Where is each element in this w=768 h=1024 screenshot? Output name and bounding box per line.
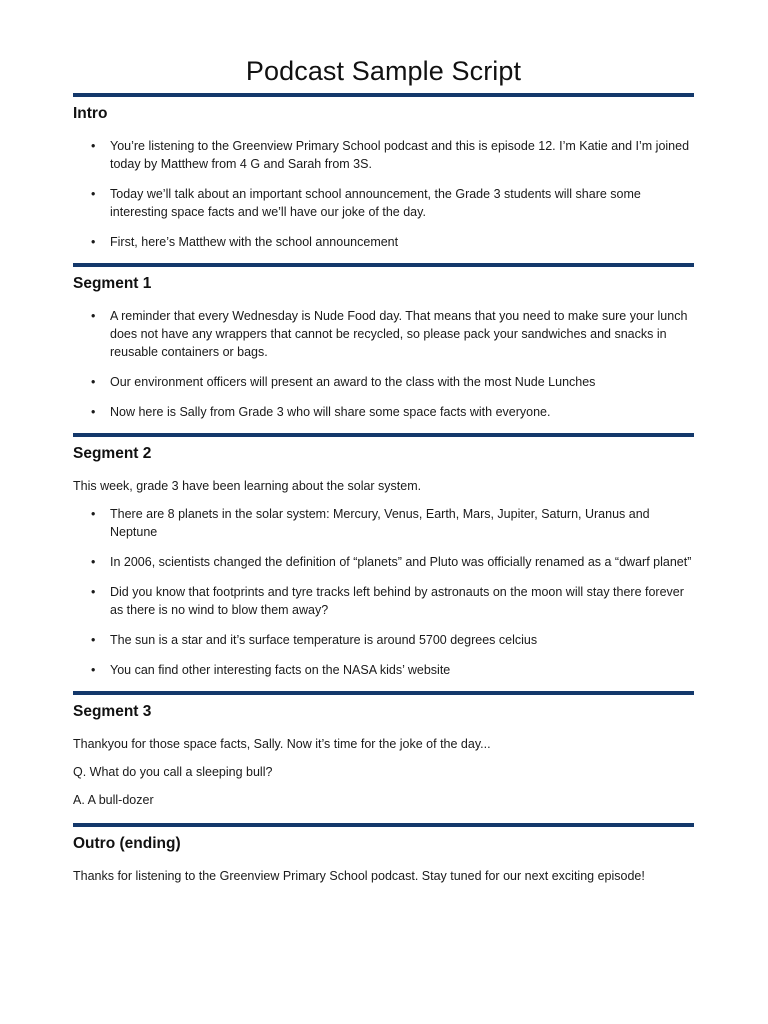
joke-question: Q. What do you call a sleeping bull? xyxy=(73,765,273,779)
list-item-text: There are 8 planets in the solar system: Mercury, Venus, Earth, Mars, Jupiter, Saturn, Uranus and Neptune xyxy=(110,507,650,539)
section-heading: Segment 2 xyxy=(73,445,152,462)
list-item xyxy=(91,373,694,391)
list-item xyxy=(91,505,694,541)
bullet-icon: • xyxy=(91,585,96,599)
bullet-list xyxy=(73,137,694,251)
bullet-icon: • xyxy=(91,507,96,521)
list-item-text: You’re listening to the Greenview Primary School podcast and this is episode 12. I’m Katie and I’m joined today by Matthew from 4 G and Sarah from 3S. xyxy=(110,139,690,171)
bullet-icon: • xyxy=(91,139,96,153)
list-item-text: You can find other interesting facts on the NASA kids’ website xyxy=(110,663,451,677)
list-item xyxy=(91,631,694,649)
bullet-list xyxy=(73,505,694,679)
section-divider xyxy=(73,433,694,437)
joke-answer: A. A bull-dozer xyxy=(73,793,154,807)
section-intro-text: This week, grade 3 have been learning about the solar system. xyxy=(73,479,422,493)
section-divider xyxy=(73,823,694,827)
bullet-icon: • xyxy=(91,375,96,389)
section-heading: Segment 3 xyxy=(73,703,152,720)
list-item xyxy=(91,185,694,221)
section-intro xyxy=(73,105,694,251)
section-heading: Intro xyxy=(73,105,108,122)
section-divider xyxy=(73,93,694,97)
list-item xyxy=(91,661,694,679)
bullet-icon: • xyxy=(91,663,96,677)
section-heading: Outro (ending) xyxy=(73,835,181,852)
list-item-text: In 2006, scientists changed the definition of “planets” and Pluto was officially renamed as a “dwarf planet” xyxy=(110,555,692,569)
bullet-icon: • xyxy=(91,187,96,201)
paragraph: Thanks for listening to the Greenview Primary School podcast. Stay tuned for our next exciting episode! xyxy=(73,869,645,883)
section-divider xyxy=(73,691,694,695)
list-item-text: Now here is Sally from Grade 3 who will share some space facts with everyone. xyxy=(110,405,551,419)
paragraph: Thankyou for those space facts, Sally. Now it’s time for the joke of the day... xyxy=(73,737,491,751)
list-item xyxy=(91,137,694,173)
list-item xyxy=(91,553,694,571)
list-item-text: Did you know that footprints and tyre tracks left behind by astronauts on the moon will stay there forever as there is no wind to blow them away? xyxy=(110,585,684,617)
section-outro xyxy=(73,835,694,885)
list-item xyxy=(91,403,694,421)
bullet-icon: • xyxy=(91,633,96,647)
list-item-text: First, here’s Matthew with the school announcement xyxy=(110,235,399,249)
list-item-text: The sun is a star and it’s surface temperature is around 5700 degrees celcius xyxy=(110,633,538,647)
bullet-icon: • xyxy=(91,405,96,419)
list-item xyxy=(91,307,694,361)
section-segment-2 xyxy=(73,445,694,679)
list-item-text: Today we’ll talk about an important school announcement, the Grade 3 students will share some interesting space facts and we’ll have our joke of the day. xyxy=(110,187,641,219)
section-segment-3 xyxy=(73,703,694,809)
bullet-icon: • xyxy=(91,555,96,569)
list-item xyxy=(91,233,694,251)
bullet-icon: • xyxy=(91,309,96,323)
document-title: Podcast Sample Script xyxy=(245,56,522,86)
section-divider xyxy=(73,263,694,267)
section-segment-1 xyxy=(73,275,694,421)
list-item-text: Our environment officers will present an award to the class with the most Nude Lunches xyxy=(110,375,596,389)
bullet-icon: • xyxy=(91,235,96,249)
bullet-list xyxy=(73,307,694,421)
section-heading: Segment 1 xyxy=(73,275,152,292)
list-item-text: A reminder that every Wednesday is Nude Food day. That means that you need to make sure your lunch does not have any wrappers that cannot be recycled, so please pack your sandwiches and snacks in reusable containers or bags. xyxy=(110,309,688,359)
list-item xyxy=(91,583,694,619)
